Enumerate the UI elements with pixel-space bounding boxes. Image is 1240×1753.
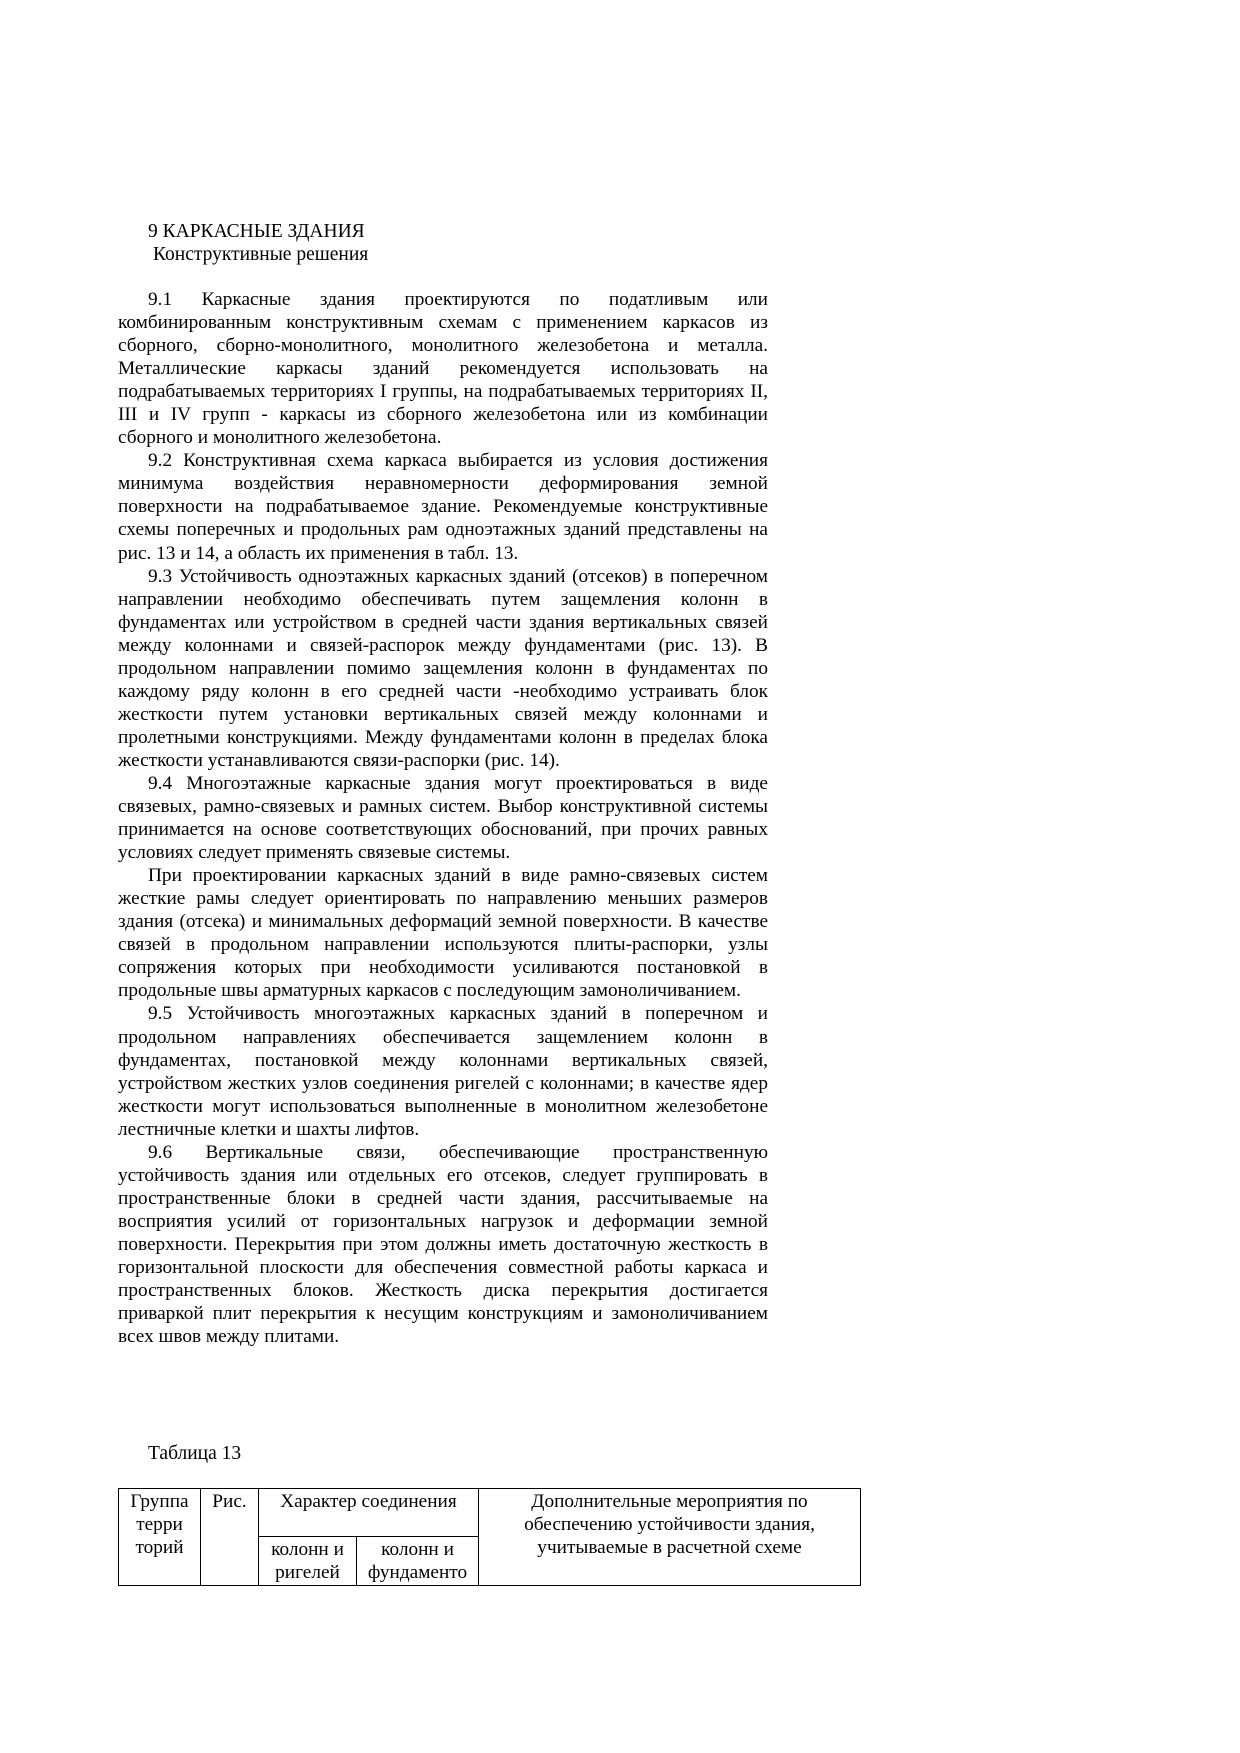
subsection-title: Конструктивные решения: [153, 244, 369, 265]
table-13: [118, 1488, 861, 1586]
paragraph-9-1: 9.1 Каркасные здания проектируются по податливым или комбинированным конструктивным схемам с применением каркасов из сборного, сборно-монолитного, монолитного железобетона и металла. Металлические каркасы зданий рекомендуется использовать на подрабатываемых территориях I группы, на подрабатываемых территориях II, III и IV групп - каркасы из сборного железобетона или из комбинации сборного и монолитного железобетона.: [118, 289, 768, 449]
paragraph-9-2: 9.2 Конструктивная схема каркаса выбирается из условия достижения минимума воздействия неравномерности деформирования земной поверхности на подрабатываемое здание. Рекомендуемые конструктивные схемы поперечных и продольных рам одноэтажных зданий представлены на рис. 13 и 14, а область их применения в табл. 13.: [118, 450, 768, 564]
section-title: 9 КАРКАСНЫЕ ЗДАНИЯ: [148, 221, 365, 242]
paragraph-9-4: 9.4 Многоэтажные каркасные здания могут проектироваться в виде связевых, рамно-связевых и рамных систем. Выбор конструктивной системы принимается на основе соответствующих обоснований, при прочих равных условиях следует применять связевые системы.: [118, 772, 768, 864]
paragraph-9-5: 9.5 Устойчивость многоэтажных каркасных зданий в поперечном и продольном направлениях обеспечивается защемлением колонн в фундаментах, постановкой между колоннами вертикальных связей, устройством жестких узлов соединения ригелей с колоннами; в качестве ядер жесткости могут использоваться выполненные в монолитном железобетоне лестничные клетки и шахты лифтов.: [118, 1003, 768, 1140]
header-connection: Характер соединения: [259, 1489, 479, 1537]
body-text: [118, 288, 768, 1348]
paragraph-9-3: 9.3 Устойчивость одноэтажных каркасных зданий (отсеков) в поперечном направлении необходимо обеспечивать путем защемления колонн в фундаментах или устройством в средней части здания вертикальных связей между колоннами и связей-распорок между фундаментами (рис. 13). В продольном направлении помимо защемления колонн в фундаментах по каждому ряду колонн в его средней части -необходимо устраивать блок жесткости путем установки вертикальных связей между колоннами и пролетными конструкциями. Между фундаментами колонн в пределах блока жесткости устанавливаются связи-распорки (рис. 14).: [118, 565, 768, 771]
header-group: Группа терри торий: [119, 1489, 201, 1586]
header-measures: Дополнительные мероприятия по обеспечению устойчивости здания, учитываемые в расчетной схеме: [479, 1489, 861, 1586]
paragraph-9-6: 9.6 Вертикальные связи, обеспечивающие пространственную устойчивость здания или отдельных его отсеков, следует группировать в пространственные блоки в средней части здания, рассчитываемые на восприятия усилий от горизонтальных нагрузок и деформации земной поверхности. Перекрытия при этом должны иметь достаточную жесткость в горизонтальной плоскости для обеспечения совместной работы каркаса и пространственных блоков. Жесткость диска перекрытия достигается приваркой плит перекрытия к несущим конструкциям и замоноличиванием всех швов между плитами.: [118, 1141, 768, 1348]
header-fig: Рис.: [201, 1489, 259, 1586]
table-caption: Таблица 13: [148, 1443, 242, 1464]
header-columns-girders: колонн и ригелей: [259, 1537, 357, 1586]
header-columns-foundations: колонн и фундаменто: [357, 1537, 479, 1586]
paragraph-9-4-cont: При проектировании каркасных зданий в виде рамно-связевых систем жесткие рамы следует ориентировать по направлению меньших размеров здания (отсека) и минимальных деформаций земной поверхности. В качестве связей в продольном направлении используются плиты-распорки, узлы сопряжения которых при необходимости усиливаются постановкой в продольные швы арматурных каркасов с последующим замоноличиванием.: [118, 865, 768, 1002]
